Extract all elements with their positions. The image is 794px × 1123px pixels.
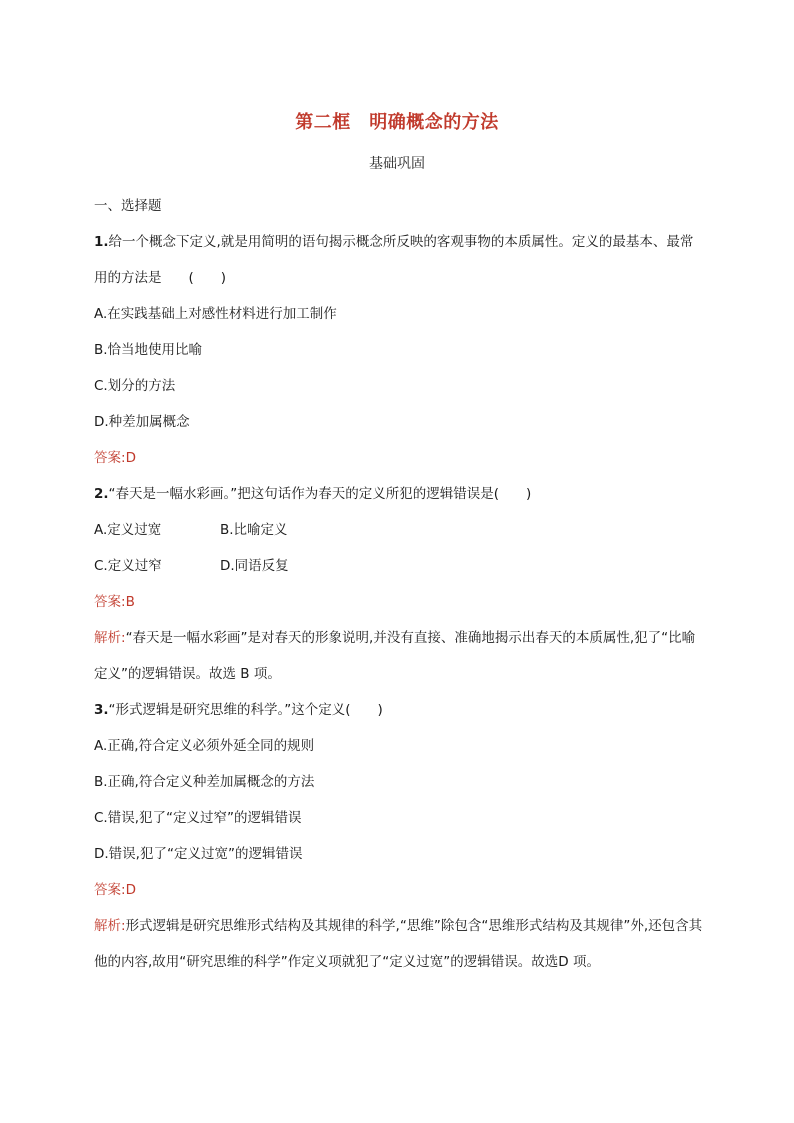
answer-label: 答案: [94, 882, 126, 898]
question-2-option-b: B.比喻定义 [220, 522, 288, 538]
question-1-option-b: B.恰当地使用比喻 [94, 342, 203, 358]
answer-value: D [125, 450, 136, 466]
question-2-options-row-2 [94, 548, 706, 584]
question-2-option-a: A.定义过宽 [94, 522, 162, 538]
question-1-stem [94, 224, 706, 296]
question-3-answer [94, 872, 706, 908]
answer-value: D [125, 882, 136, 898]
question-1-option-d: D.种差加属概念 [94, 414, 190, 430]
question-2-explanation [94, 620, 706, 692]
document-content [94, 188, 706, 980]
question-number: 1. [94, 234, 109, 250]
question-3-option-d: D.错误,犯了“定义过宽”的逻辑错误 [94, 846, 303, 862]
question-3-option-c: C.错误,犯了“定义过窄”的逻辑错误 [94, 810, 302, 826]
explanation-text: 形式逻辑是研究思维形式结构及其规律的科学,“思维”除包含“思维形式结构及其规律”外,还包含其他的内容,故用“研究思维的科学”作定义项就犯了“定义过宽”的逻辑错误。故选D 项。 [94, 918, 703, 970]
question-2-options-row-1 [94, 512, 706, 548]
question-1-option-a: A.在实践基础上对感性材料进行加工制作 [94, 306, 337, 322]
question-3-stem [94, 692, 706, 728]
question-3-explanation [94, 908, 706, 980]
explanation-text: “春天是一幅水彩画”是对春天的形象说明,并没有直接、准确地揭示出春天的本质属性,犯了“比喻定义”的逻辑错误。故选 B 项。 [94, 630, 696, 682]
explanation-label: 解析: [94, 918, 126, 934]
question-1-option-c: C.划分的方法 [94, 378, 176, 394]
explanation-label: 解析: [94, 630, 126, 646]
question-2-option-d: D.同语反复 [220, 558, 289, 574]
page-title: 第二框 明确概念的方法 [295, 112, 499, 133]
page-subtitle: 基础巩固 [369, 156, 425, 172]
question-2-option-c: C.定义过窄 [94, 558, 162, 574]
question-text: “春天是一幅水彩画。”把这句话作为春天的定义所犯的逻辑错误是( ) [108, 486, 532, 502]
section-heading: 一、选择题 [94, 198, 162, 214]
question-text: “形式逻辑是研究思维的科学。”这个定义( ) [108, 702, 383, 718]
question-2-answer [94, 584, 706, 620]
answer-value: B [125, 594, 135, 610]
question-text: 给一个概念下定义,就是用简明的语句揭示概念所反映的客观事物的本质属性。定义的最基本、最常用的方法是 ( ) [94, 234, 694, 286]
question-2-stem [94, 476, 706, 512]
question-1-answer [94, 440, 706, 476]
question-3-option-b: B.正确,符合定义种差加属概念的方法 [94, 774, 315, 790]
answer-label: 答案: [94, 450, 126, 466]
answer-label: 答案: [94, 594, 126, 610]
question-3-option-a: A.正确,符合定义必须外延全同的规则 [94, 738, 315, 754]
question-number: 3. [94, 702, 109, 718]
question-number: 2. [94, 486, 109, 502]
